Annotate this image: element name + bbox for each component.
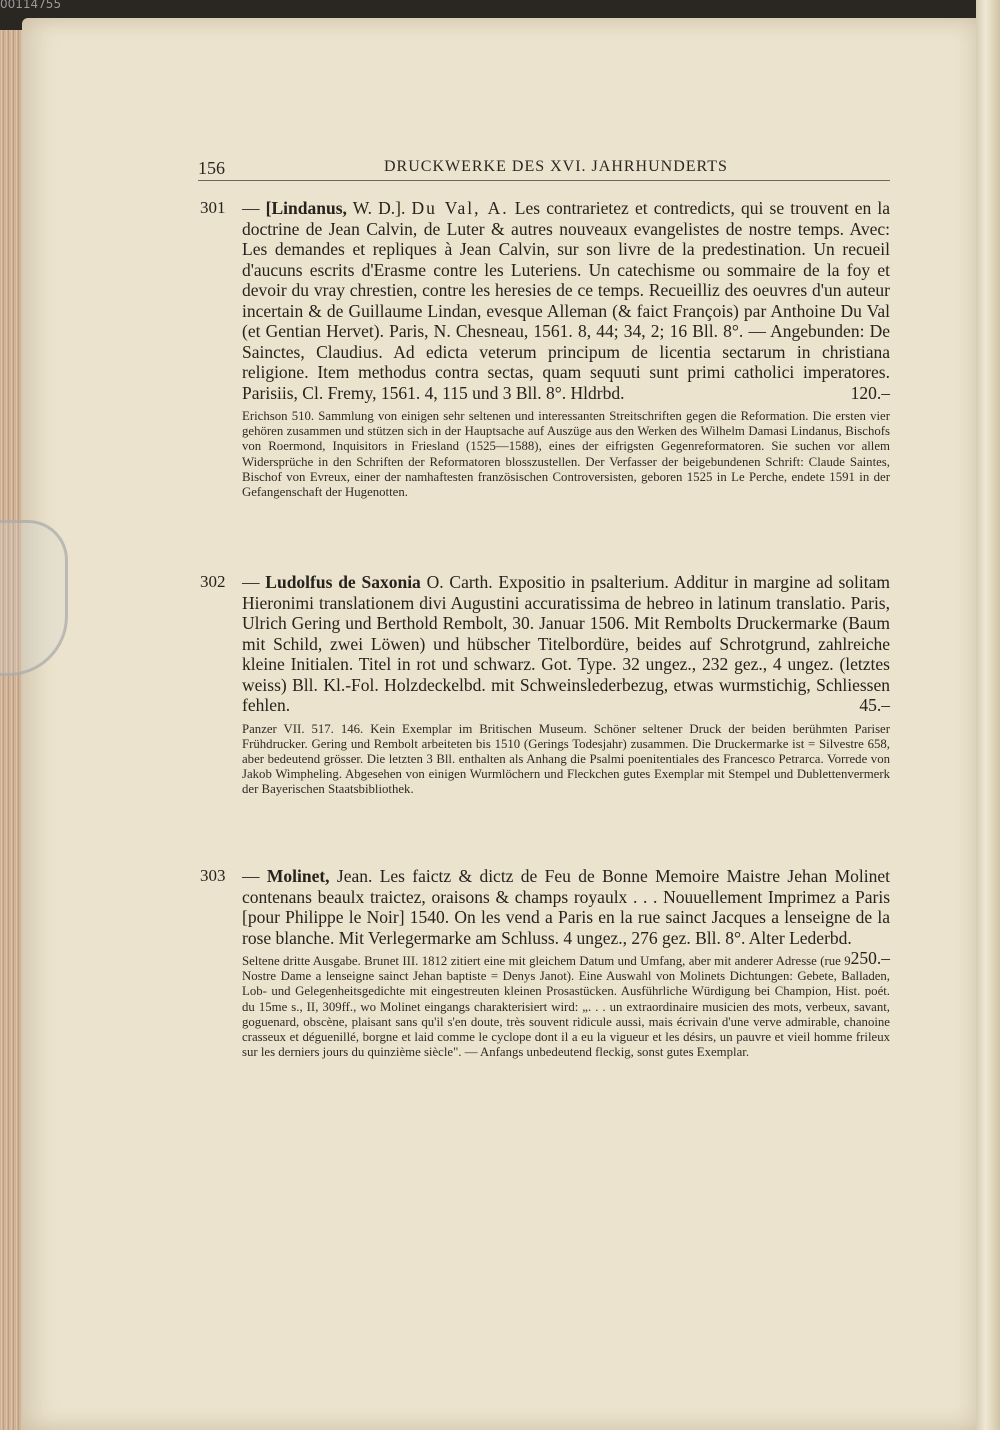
page-header [198, 158, 890, 181]
entry-note: Panzer VII. 517. 146. Kein Exemplar im Britischen Museum. Schöner seltener Druck der beiden berühmten Pariser Frühdrucker. Gering und Rembolt arbeiteten bis 1510 (Gerings Todesjahr) zusammen. Die Druckermarke ist = Silvestre 658, aber bedeutend grösser. Die letzten 3 Bll. enthalten als Anhang die Psalmi poenitentiales des Francesco Petrarca. Vorrede von Jakob Wimpheling. Abgesehen von einigen Wurmlöchern und Fleckchen gutes Exemplar mit Stempel und Dublettenvermerk der Bayerischen Staatsbibliothek. [242, 721, 890, 797]
entry-price: 120.– [850, 382, 890, 403]
entry-number: 302 [200, 572, 226, 591]
entry-number: 301 [200, 198, 226, 217]
entry-price: 250.– [850, 948, 890, 968]
next-page-edge [976, 0, 1000, 1430]
entry-text: Jean. Les faictz & dictz de Feu de Bonne Memoire Maistre Jehan Molinet contenans beaulx traictez, oraisons & champs royaulx . . . Nouuellement Imprimez a Paris [pour Philippe le Noir] 1540. On les vend a Paris en la rue sainct Jacques a lenseigne de la rose blanche. Mit Verlegermarke am Schluss. 4 ungez., 276 gez. Bll. 8°. Alter Lederbd. [242, 866, 890, 948]
catalog-entry-302 [200, 572, 890, 798]
entry-note: Seltene dritte Ausgabe. Brunet III. 1812 zitiert eine mit gleichem Datum und Umfang, aber mit anderer Adresse (rue 9 Nostre Dame a lenseigne sainct Jehan baptiste = Denys Janot). Eine Auswahl von Molinets Dichtungen: Gebete, Balladen, Lob- und Gelegenheitsgedichte mit eingestreuten kleinen Prosastücken. Ausführliche Würdigung bei Champion, Hist. poét. du 15me s., II, 309ff., wo Molinet eingangs charakterisiert wird: „. . . un extraordinaire musicien des mots, verbeux, savant, goguenard, obscène, plaisant sans qu'il s'en doute, très souvent ridicule aussi, mais écrivain d'une verve admirable, chanoine crasseux et déguenillé, borgne et laid comme le cyclope dont il a eu la vigueur et les désirs, un pauvre et vieil homme frileux sur les derniers jours du quinzième siècle". — Anfangs unbedeutend fleckig, sonst gutes Exemplar. [242, 954, 890, 1060]
catalog-entry-303 [200, 866, 890, 1060]
page-number: 156 [198, 158, 225, 178]
entry-dash: — [242, 866, 260, 886]
entry-author: Molinet, [266, 866, 330, 886]
running-head: DRUCKWERKE DES XVI. JAHRHUNDERTS [384, 158, 728, 175]
entry-number: 303 [200, 866, 226, 885]
entry-dash: — [242, 198, 260, 218]
entry-author-secondary: Du Val, A. [411, 198, 509, 218]
entry-text: O. Carth. Expositio in psalterium. Additur in margine ad solitam Hieronimi translationem divi Augustini accuratissima de hebreo in latinum translatio. Paris, Ulrich Gering und Berthold Rembolt, 30. Januar 1506. Mit Rembolts Druckermarke (Baum mit Schild, zwei Löwen) und hübscher Titelbordüre, beides auf Schrotgrund, zahlreiche kleine Initialen. Titel in rot und schwarz. Got. Type. 32 ungez., 232 gez., 4 ungez. (letztes weiss) Bll. Kl.-Fol. Holzdeckelbd. mit Schweinslederbezug, etwas wurmstichig, Schliessen fehlen. [242, 572, 890, 715]
entry-note: Erichson 510. Sammlung von einigen sehr seltenen und interessanten Streitschriften gegen die Reformation. Die ersten vier gehören zusammen und stützen sich in der Hauptsache auf Auszüge aus den Werken des Wilhelm Damasi Lindanus, Bischofs von Roermond, Inquisitors in Friesland (1525—1588), eines der eifrigsten Gegenreformatoren. Sie suchen vor allem Widersprüche in den Schriften der Reformatoren blosszustellen. Der Verfasser der beigebundenen Schrift: Claude Saintes, Bischof von Evreux, einer der namhaftesten französischen Controversisten, geboren 1525 in Le Perche, endete 1591 in der Gefangenschaft der Hugenotten. [242, 409, 890, 500]
scan-label: 00114755 [0, 0, 62, 11]
entry-price: 45.– [859, 695, 890, 715]
entry-description [242, 572, 890, 716]
entry-description [242, 866, 890, 968]
entry-text: Les contrarietez et contredicts, qui se trouvent en la doctrine de Jean Calvin, de Luter & autres nouveaux evangelistes de nostre temps. Avec: Les demandes et repliques à Jean Calvin, sur son livre de la predestination. Un recueil d'aucuns escrits d'Erasme contre les Luteriens. Un catechisme ou sommaire de la foy et devoir du vray chrestien, contre les heresies de ce temps. Recueilliz des oeuvres d'un auteur incertain & de Guillaume Lindan, evesque Alleman (& faict François) par Anthoine Du Val (et Gentian Hervet). Paris, N. Chesneau, 1561. 8, 44; 34, 2; 16 Bll. 8°. — Angebunden: De Sainctes, Claudius. Ad edicta veterum principum de licentia sectarum in christiana religione. Item methodus contra sectas, quam sequuti sunt primi catholici imperatores. Parisiis, Cl. Fremy, 1561. 4, 115 und 3 Bll. 8°. Hldrbd. [242, 198, 891, 403]
entry-description [242, 198, 890, 403]
entry-author: Ludolfus de Saxonia [265, 572, 421, 592]
catalog-entry-301 [200, 198, 890, 500]
entry-author-rest: W. D.]. [346, 198, 412, 218]
entry-dash: — [242, 572, 260, 592]
entry-author: [Lindanus, [265, 198, 347, 218]
